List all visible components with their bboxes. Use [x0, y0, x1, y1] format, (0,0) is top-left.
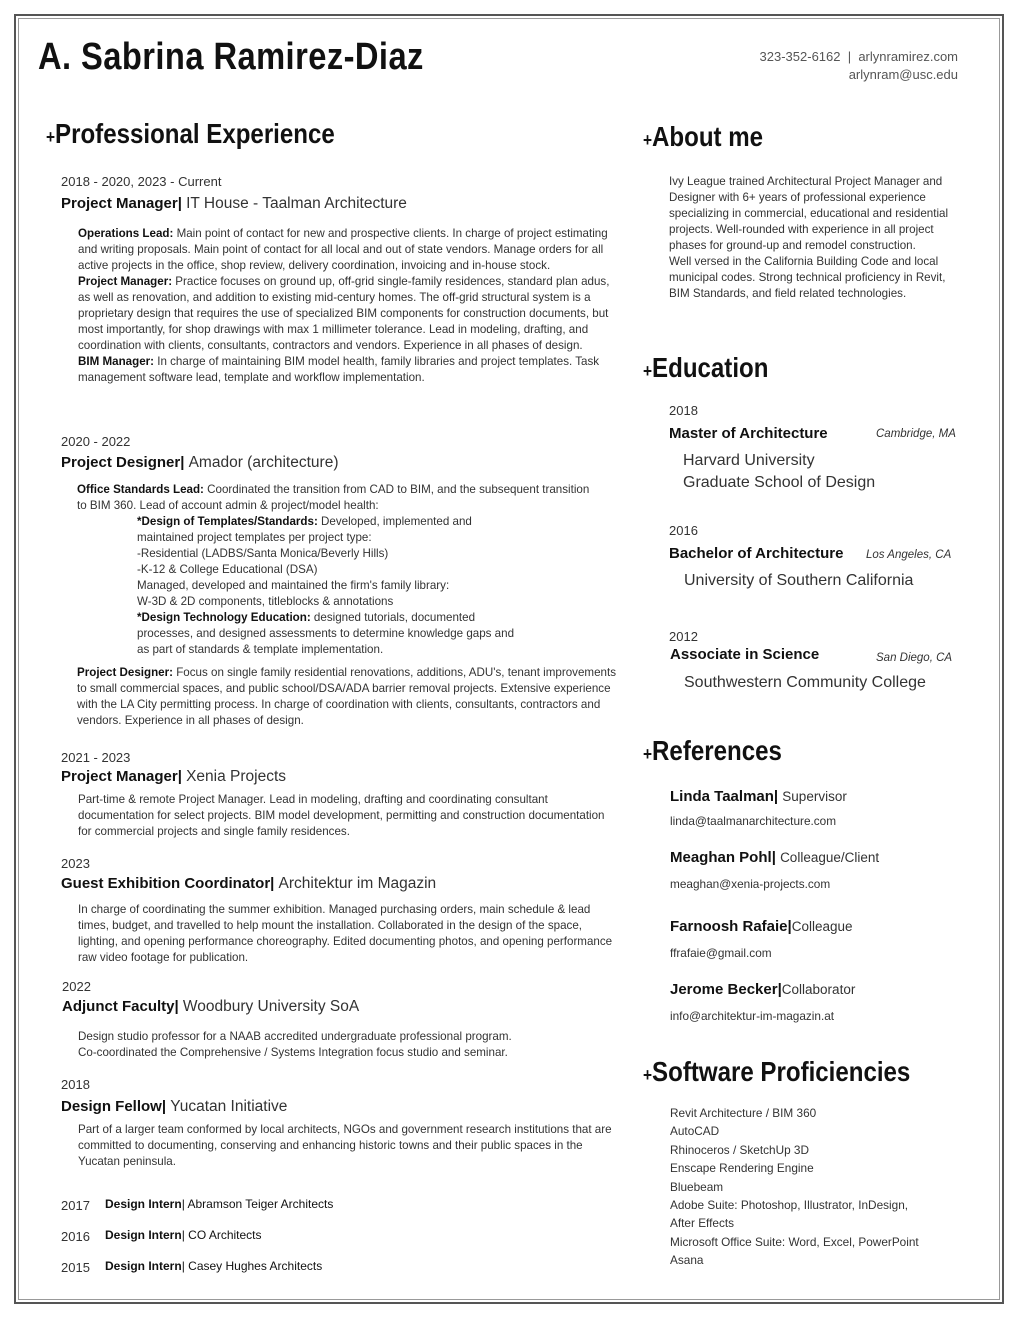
- separator: |: [161, 1098, 167, 1115]
- intern-title: Design Intern: [105, 1259, 182, 1273]
- reference-name: Meaghan Pohl: [670, 849, 772, 866]
- edu-school-line: Harvard University: [683, 452, 815, 469]
- job-title: Design Fellow: [61, 1098, 162, 1115]
- reference-name-line: [670, 981, 855, 998]
- job-title-line: [61, 875, 436, 893]
- about-paragraph: Ivy League trained Architectural Project Manager and Designer with 6+ years of professional experience specializing in commercial, educational and residential projects. Well-rounded with experience in all project phases for ground-up and remodel construction.: [669, 175, 949, 252]
- reference-role: Colleague/Client: [780, 850, 880, 865]
- duty-paragraph: [78, 274, 623, 354]
- edu-year: 2016: [669, 523, 698, 538]
- duty-label: Project Designer:: [77, 666, 173, 679]
- job-description: Part-time & remote Project Manager. Lead in modeling, drafting and coordinating consultant documentation for select projects. BIM model development, permitting and construction documentation for commercial projects and single family residences.: [78, 793, 605, 838]
- intern-row: [61, 1259, 323, 1277]
- reference-role: Collaborator: [781, 982, 856, 997]
- separator: |: [777, 981, 782, 998]
- software-item: Enscape Rendering Engine: [670, 1161, 814, 1176]
- duty-label: BIM Manager:: [78, 355, 155, 368]
- intern-role: [105, 1228, 262, 1242]
- software-item: Asana: [670, 1253, 704, 1268]
- heading-text: Professional Experience: [55, 118, 335, 149]
- edu-year: 2012: [669, 629, 698, 644]
- edu-degree: Master of Architecture: [669, 425, 828, 442]
- about-text: [669, 174, 969, 302]
- intern-year: 2015: [61, 1260, 90, 1275]
- duty-label: *Design Technology Education:: [137, 611, 311, 624]
- job-title: Project Manager: [61, 195, 178, 212]
- about-paragraph: Well versed in the California Building Code and local municipal codes. Strong technical proficiency in Revit, BIM Standards, and field related technologies.: [669, 255, 946, 300]
- heading-text: Education: [652, 352, 769, 383]
- job-dates: 2023: [61, 856, 90, 871]
- duty-text: Practice focuses on ground up, off-grid single-family residences, standard plan adus, as well as renovation, and addition to existing mid-century homes. The off-grid structural system is a proprietary design that requires the use of specialized BIM components for construction documents, but most importantly, for shop drawings with max 1 millimeter tolerance. Lead in modeling, drafting, and coordination with clients, consultants, contractors and vendors. Experience in all phases of design.: [78, 275, 610, 352]
- edu-degree: Bachelor of Architecture: [669, 545, 844, 562]
- job-title: Project Manager: [61, 768, 178, 785]
- separator: |: [177, 195, 182, 212]
- separator: |: [181, 1228, 185, 1242]
- plus-mark: +: [643, 1065, 653, 1085]
- intern-title: Design Intern: [105, 1228, 182, 1242]
- reference-email[interactable]: info@architektur-im-magazin.at: [670, 1009, 835, 1023]
- reference-email[interactable]: linda@taalmanarchitecture.com: [670, 814, 837, 828]
- duty-paragraph: [77, 482, 597, 514]
- intern-year: 2016: [61, 1229, 90, 1244]
- job-org: IT House - Taalman Architecture: [186, 195, 407, 212]
- job-description: [78, 1029, 618, 1061]
- job-org: Yucatan Initiative: [170, 1098, 288, 1115]
- email[interactable]: arlynram@usc.edu: [848, 67, 958, 82]
- separator: |: [773, 788, 779, 805]
- separator: |: [771, 849, 776, 866]
- reference-email[interactable]: meaghan@xenia-projects.com: [670, 877, 831, 891]
- software-item: Adobe Suite: Photoshop, Illustrator, InDesign,: [670, 1198, 909, 1213]
- reference-email[interactable]: ffrafaie@gmail.com: [670, 946, 772, 960]
- duty-text: designed tutorials, documented processes, and designed assessments to determine knowledge gaps and as part of standards & template implementation.: [137, 611, 515, 656]
- edu-school: University of Southern California: [684, 572, 914, 589]
- intern-org: Casey Hughes Architects: [184, 1259, 323, 1273]
- edu-school-line: Graduate School of Design: [683, 474, 876, 491]
- separator: |: [270, 875, 275, 892]
- job-title-line: [61, 195, 407, 213]
- edu-location: Los Angeles, CA: [866, 549, 952, 561]
- separator: |: [787, 918, 792, 935]
- section-heading-experience: [46, 118, 335, 150]
- sub-duty-item: -Residential (LADBS/Santa Monica/Beverly Hills): [137, 547, 389, 560]
- candidate-name: A. Sabrina Ramirez-Diaz: [38, 36, 424, 78]
- job-title-line: [61, 1098, 287, 1116]
- edu-school: Southwestern Community College: [684, 674, 926, 691]
- intern-row: [61, 1197, 334, 1215]
- plus-mark: +: [46, 127, 56, 147]
- software-item: After Effects: [670, 1216, 735, 1231]
- section-heading-software: [643, 1056, 910, 1088]
- separator: |: [180, 454, 185, 471]
- separator: |: [181, 1197, 185, 1211]
- reference-name-line: [670, 849, 879, 866]
- reference-role: Colleague: [791, 919, 853, 934]
- software-item: Bluebeam: [670, 1179, 724, 1194]
- duty-label: *Design of Templates/Standards:: [137, 515, 318, 528]
- intern-year: 2017: [61, 1198, 90, 1213]
- heading-text: Software Proficiencies: [652, 1056, 911, 1087]
- job-dates: 2020 - 2022: [61, 434, 131, 449]
- heading-text: References: [652, 735, 782, 766]
- job-description: Part of a larger team conformed by local architects, NGOs and government research institutions that are committed to documenting, conserving and enhancing historic towns and their public spaces in the Yucatan peninsula.: [78, 1123, 612, 1168]
- duty-paragraph: [78, 354, 623, 386]
- duty-text: Focus on single family residential renovations, additions, ADU's, tenant improvements to small commercial spaces, and public school/DSA/ADA barrier removal projects. Extensive experience with the LA City permitting process. In charge of coordination with clients, consultants, contractors and vendors. Experience in all phases of design.: [77, 666, 616, 727]
- duty-text: In charge of maintaining BIM model health, family libraries and project templates. Task management software lead, template and workflow implementation.: [78, 355, 600, 384]
- phone-website[interactable]: 323-352-6162 | arlynramirez.com: [759, 49, 958, 64]
- edu-location: San Diego, CA: [876, 652, 953, 664]
- plus-mark: +: [643, 744, 653, 764]
- job-description-line: Co-coordinated the Comprehensive / Systems Integration focus studio and seminar.: [78, 1046, 508, 1059]
- job-org: Amador (architecture): [188, 454, 339, 471]
- software-item: Revit Architecture / BIM 360: [670, 1106, 817, 1120]
- duty-label: Operations Lead:: [78, 227, 174, 240]
- duty-label: Project Manager:: [78, 275, 173, 288]
- software-list: [670, 1104, 919, 1270]
- duty-label: Office Standards Lead:: [77, 483, 204, 496]
- job-title: Guest Exhibition Coordinator: [61, 875, 271, 892]
- heading-text: About me: [652, 121, 764, 152]
- reference-name-line: [670, 788, 847, 805]
- job-title: Adjunct Faculty: [62, 998, 175, 1015]
- sub-duty: [137, 514, 517, 546]
- duty-text: Coordinated the transition from CAD to BIM, and the subsequent transition to BIM 360. Lead of account admin & project/model health:: [77, 483, 590, 512]
- edu-degree: Associate in Science: [670, 646, 820, 663]
- job-title-line: [61, 768, 286, 786]
- job-dates: 2018 - 2020, 2023 - Current: [61, 174, 222, 189]
- job-org: Xenia Projects: [186, 768, 287, 785]
- sub-duty: [137, 610, 517, 658]
- section-heading-education: [643, 352, 768, 384]
- contact-block: [760, 48, 958, 84]
- plus-mark: +: [643, 130, 653, 150]
- intern-title: Design Intern: [105, 1197, 182, 1211]
- section-heading-references: [643, 735, 782, 767]
- job-description-line: Design studio professor for a NAAB accredited undergraduate professional program.: [78, 1030, 512, 1043]
- intern-role: [105, 1259, 322, 1273]
- duty-text: Developed, implemented and maintained project templates per project type:: [137, 515, 472, 544]
- job-description: In charge of coordinating the summer exhibition. Managed purchasing orders, main schedule & lead times, budget, and travelled to help mount the installation. Collaborated in the design of the space, lighting, and opening performance choreography. Edited documenting photos, and opening performance raw video footage for publication.: [78, 903, 613, 964]
- job-dates: 2021 - 2023: [61, 750, 131, 765]
- separator: |: [181, 1259, 185, 1273]
- sub-duty-list: [137, 514, 517, 658]
- sub-duty-item: -K-12 & College Educational (DSA): [137, 563, 318, 576]
- separator: |: [177, 768, 182, 785]
- plus-mark: +: [643, 361, 653, 381]
- job-title: Project Designer: [61, 454, 181, 471]
- job-org: Architektur im Magazin: [278, 875, 437, 892]
- edu-school: [683, 450, 875, 494]
- duty-paragraph: [78, 226, 623, 274]
- software-item: Rhinoceros / SketchUp 3D: [670, 1142, 810, 1157]
- job-title-line: [61, 454, 338, 472]
- intern-row: [61, 1228, 262, 1246]
- reference-name: Farnoosh Rafaie: [670, 918, 788, 935]
- reference-role: Supervisor: [782, 789, 847, 804]
- intern-org: Abramson Teiger Architects: [184, 1197, 334, 1211]
- software-item: Microsoft Office Suite: Word, Excel, PowerPoint: [670, 1234, 919, 1249]
- job-dates: 2022: [62, 979, 91, 994]
- edu-year: 2018: [669, 403, 698, 418]
- duty-paragraph: [77, 665, 617, 729]
- job-org: Woodbury University SoA: [182, 998, 360, 1015]
- edu-location: Cambridge, MA: [876, 428, 956, 440]
- sub-duty-item: Managed, developed and maintained the firm's family library:: [137, 579, 450, 592]
- reference-name: Linda Taalman: [670, 788, 774, 805]
- intern-role: [105, 1197, 333, 1211]
- reference-name-line: [670, 918, 853, 935]
- section-heading-about: [643, 121, 763, 153]
- software-item: AutoCAD: [670, 1124, 720, 1139]
- job-dates: 2018: [61, 1077, 90, 1092]
- job-description: [78, 226, 623, 386]
- intern-org: CO Architects: [184, 1228, 262, 1242]
- separator: |: [174, 998, 179, 1015]
- job-title-line: [62, 998, 359, 1016]
- duty-text: Main point of contact for new and prospective clients. In charge of project estimating and writing proposals. Main point of contact for all local and out of state vendors. Manage orders for all active projects in the office, shop review, delivery coordination, invoicing and in-house stock.: [78, 227, 608, 272]
- sub-duty-item: W-3D & 2D components, titleblocks & annotations: [137, 595, 394, 608]
- reference-name: Jerome Becker: [670, 981, 778, 998]
